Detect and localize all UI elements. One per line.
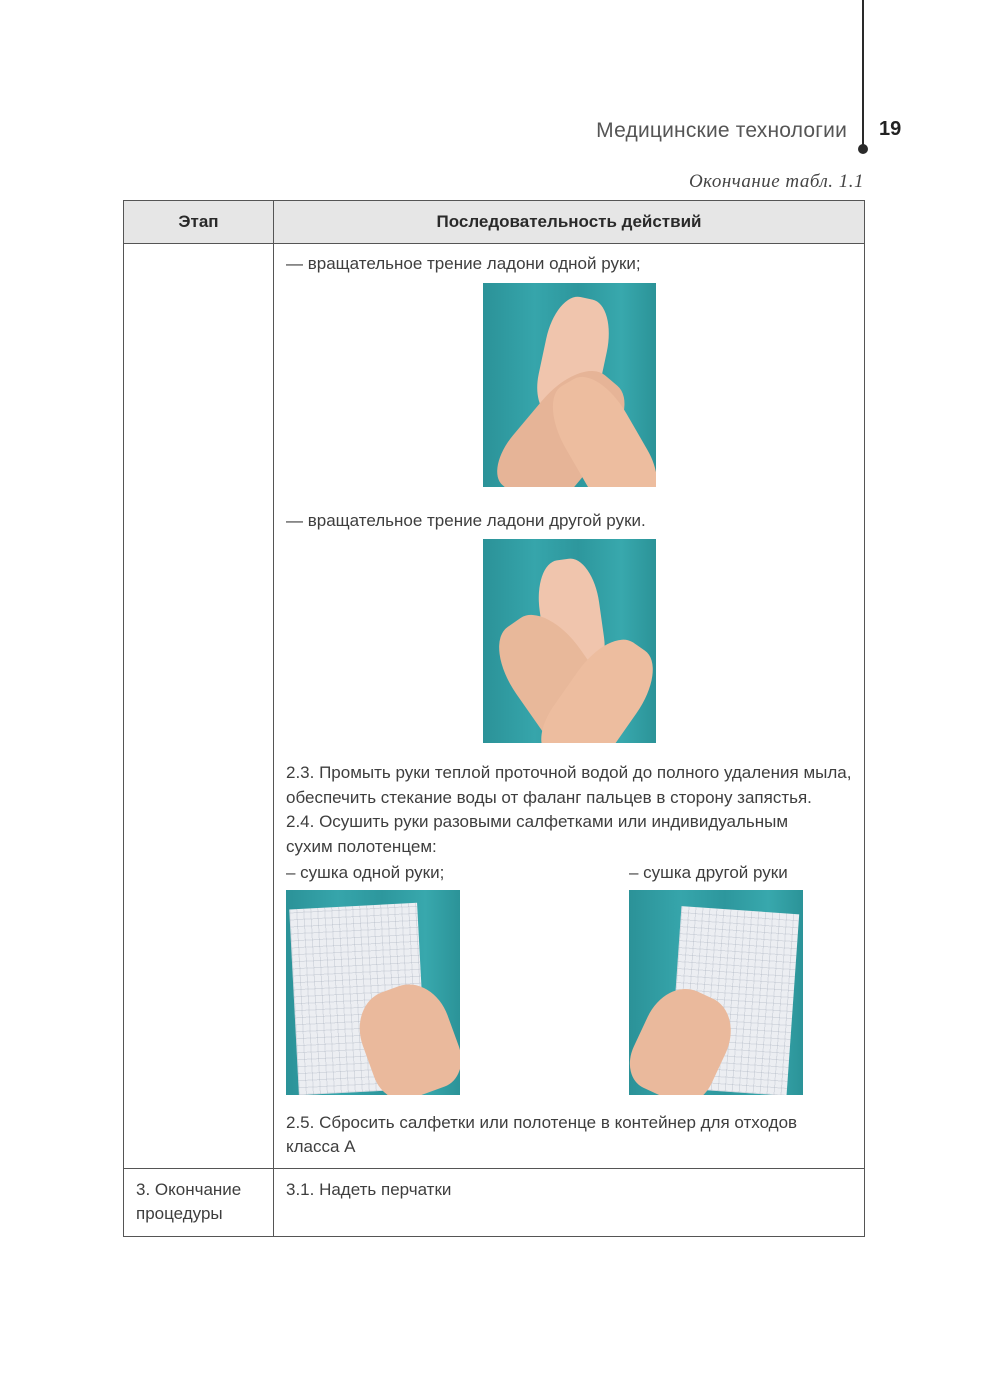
table-row [124, 1168, 865, 1236]
step-2-5-line-2: класса А [286, 1137, 356, 1156]
stage-cell-ending [124, 1168, 274, 1236]
stage-ending-line-1: 3. Окончание [136, 1179, 242, 1199]
drying-one-hand [286, 861, 460, 1095]
actions-cell-ending [274, 1168, 865, 1236]
rubbing-palm-photo-2 [483, 539, 656, 743]
page-number: 19 [879, 118, 902, 140]
step-rub-other-hand: — вращательное трение ладони другой руки. [286, 510, 646, 530]
table-header-row [124, 201, 865, 244]
step-rub-one-hand: — вращательное трение ладони одной руки; [286, 254, 641, 273]
table-row [124, 244, 865, 1169]
margin-rule [862, 0, 864, 148]
step-3-1: 3.1. Надеть перчатки [286, 1179, 452, 1199]
stage-cell-empty [124, 244, 274, 1169]
running-title: Медицинские технологии [596, 119, 847, 142]
drying-other-hand [629, 861, 803, 1095]
drying-one-hand-label: – сушка одной руки; [286, 863, 445, 882]
margin-rule-dot [858, 144, 868, 154]
step-2-3-line-1: 2.3. Промыть руки теплой проточной водой до полного удаления мыла, [286, 763, 852, 782]
step-2-4-line-2: сухим полотенцем: [286, 836, 437, 856]
drying-photos-row [286, 861, 852, 1095]
col-header-stage: Этап [124, 201, 274, 244]
actions-cell [274, 244, 865, 1169]
step-2-5-line-1: 2.5. Сбросить салфетки или полотенце в контейнер для отходов [286, 1112, 798, 1132]
drying-photo-2 [629, 890, 803, 1095]
step-2-4-line-1: 2.4. Осушить руки разовыми салфетками или индивидуальным [286, 812, 789, 831]
rubbing-palm-photo-1 [483, 283, 656, 487]
step-2-3-line-2: обеспечить стекание воды от фаланг пальцев в сторону запястья. [286, 787, 812, 807]
col-header-actions: Последовательность действий [274, 201, 865, 244]
drying-other-hand-label: – сушка другой руки [629, 863, 788, 882]
table-caption: Окончание табл. 1.1 [688, 171, 864, 192]
stage-ending-line-2: процедуры [136, 1204, 223, 1223]
drying-photo-1 [286, 890, 460, 1095]
procedure-table [123, 200, 865, 1237]
